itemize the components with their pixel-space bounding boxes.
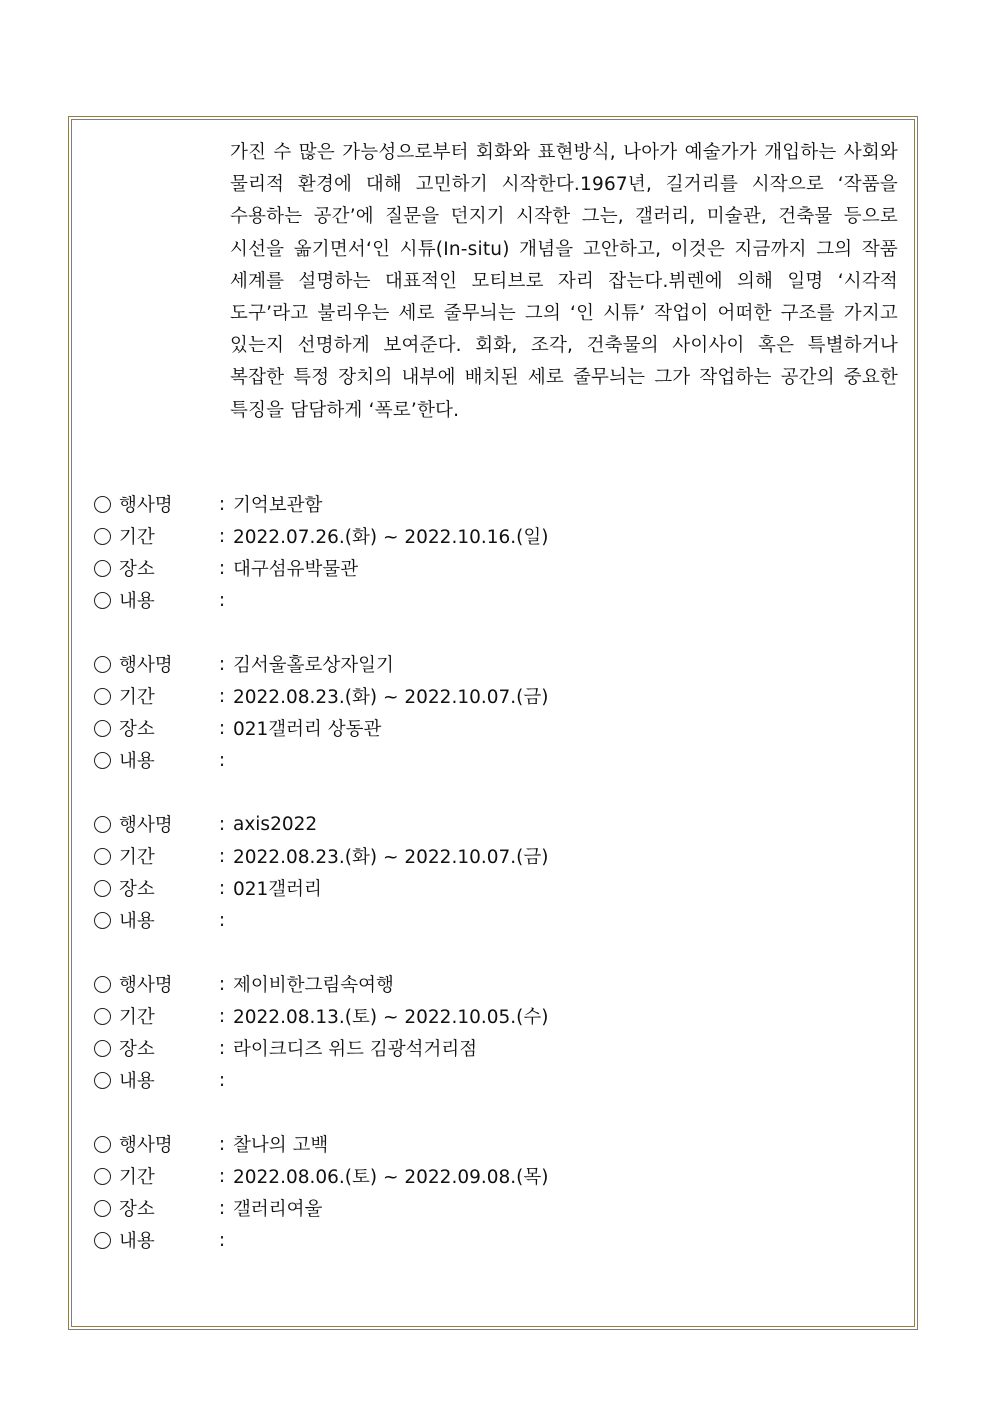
circle-bullet-icon [94, 1008, 111, 1025]
colon: : [218, 845, 226, 867]
event-content-row [94, 1224, 894, 1256]
colon: : [218, 717, 226, 739]
event-content-label: 내용 [119, 1231, 155, 1252]
circle-bullet-icon [94, 1200, 111, 1217]
circle-bullet-icon [94, 912, 111, 929]
event-name-label: 행사명 [119, 815, 173, 836]
event-name-value: axis2022 [233, 813, 318, 835]
event-content-row [94, 744, 894, 776]
colon: : [218, 973, 226, 995]
event-name-row [94, 968, 894, 1000]
colon: : [218, 685, 226, 707]
event-period-row [94, 840, 894, 872]
event-period-label: 기간 [119, 847, 155, 868]
circle-bullet-icon [94, 560, 111, 577]
event-period-label: 기간 [119, 527, 155, 548]
event-block [94, 488, 894, 616]
circle-bullet-icon [94, 848, 111, 865]
event-place-row [94, 1192, 894, 1224]
colon: : [218, 493, 226, 515]
event-place-value: 021갤러리 상동관 [233, 719, 382, 740]
event-content-label: 내용 [119, 1071, 155, 1092]
circle-bullet-icon [94, 976, 111, 993]
colon: : [218, 1037, 226, 1059]
event-place-value: 갤러리여울 [233, 1199, 323, 1220]
circle-bullet-icon [94, 656, 111, 673]
event-place-row [94, 872, 894, 904]
event-name-label: 행사명 [119, 975, 173, 996]
circle-bullet-icon [94, 592, 111, 609]
event-period-row [94, 1000, 894, 1032]
event-name-row [94, 488, 894, 520]
colon: : [218, 653, 226, 675]
event-place-row [94, 712, 894, 744]
event-period-value: 2022.08.23.(화) ~ 2022.10.07.(금) [233, 687, 549, 708]
circle-bullet-icon [94, 496, 111, 513]
circle-bullet-icon [94, 816, 111, 833]
colon: : [218, 749, 226, 771]
event-block [94, 648, 894, 776]
circle-bullet-icon [94, 1168, 111, 1185]
event-content-row [94, 584, 894, 616]
event-name-value: 제이비한그림속여행 [233, 975, 394, 996]
colon: : [218, 877, 226, 899]
colon: : [218, 525, 226, 547]
event-name-row [94, 808, 894, 840]
event-name-label: 행사명 [119, 655, 173, 676]
event-place-value: 대구섬유박물관 [233, 559, 359, 580]
colon: : [218, 1229, 226, 1251]
event-period-value: 2022.08.06.(토) ~ 2022.09.08.(목) [233, 1167, 549, 1188]
event-place-row [94, 552, 894, 584]
colon: : [218, 1165, 226, 1187]
event-name-label: 행사명 [119, 1135, 173, 1156]
event-name-label: 행사명 [119, 495, 173, 516]
event-period-value: 2022.08.13.(토) ~ 2022.10.05.(수) [233, 1007, 549, 1028]
circle-bullet-icon [94, 1040, 111, 1057]
event-place-label: 장소 [119, 1199, 155, 1220]
event-place-value: 021갤러리 [233, 879, 322, 900]
event-place-row [94, 1032, 894, 1064]
event-name-row [94, 648, 894, 680]
event-name-value: 기억보관함 [233, 495, 323, 516]
circle-bullet-icon [94, 1072, 111, 1089]
event-content-label: 내용 [119, 751, 155, 772]
event-place-label: 장소 [119, 719, 155, 740]
event-period-row [94, 680, 894, 712]
event-place-label: 장소 [119, 1039, 155, 1060]
circle-bullet-icon [94, 1232, 111, 1249]
circle-bullet-icon [94, 720, 111, 737]
event-period-row [94, 1160, 894, 1192]
colon: : [218, 813, 226, 835]
event-content-row [94, 904, 894, 936]
colon: : [218, 1005, 226, 1027]
event-period-value: 2022.08.23.(화) ~ 2022.10.07.(금) [233, 847, 549, 868]
circle-bullet-icon [94, 688, 111, 705]
intro-paragraph: 가진 수 많은 가능성으로부터 회화와 표현방식, 나아가 예술가가 개입하는 사회와 물리적 환경에 대해 고민하기 시작한다.1967년, 길거리를 시작으로 ‘작품을 수용하는 공간’에 질문을 던지기 시작한 그는, 갤러리, 미술관, 건축물 등으로 시선을 옮기면서‘인 시튜(In-situ) 개념을 고안하고, 이것은 지금까지 그의 작품 세계를 설명하는 대표적인 모티브로 자리 잡는다.뷔렌에 의해 일명 ‘시각적 도구’라고 불리우는 세로 줄무늬는 그의 ‘인 시튜’ 작업이 어떠한 구조를 가지고 있는지 선명하게 보여준다. 회화, 조각, 건축물의 사이사이 혹은 특별하거나 복잡한 특정 장치의 내부에 배치된 세로 줄무늬는 그가 작업하는 공간의 중요한 특징을 담담하게 ‘폭로’한다. [230, 142, 898, 421]
event-place-label: 장소 [119, 559, 155, 580]
colon: : [218, 1069, 226, 1091]
circle-bullet-icon [94, 1136, 111, 1153]
circle-bullet-icon [94, 528, 111, 545]
event-place-value: 라이크디즈 위드 김광석거리점 [233, 1039, 478, 1060]
colon: : [218, 1133, 226, 1155]
colon: : [218, 557, 226, 579]
event-block [94, 968, 894, 1096]
colon: : [218, 589, 226, 611]
circle-bullet-icon [94, 752, 111, 769]
event-name-value: 김서울홀로상자일기 [233, 655, 394, 676]
event-period-row [94, 520, 894, 552]
event-content-row [94, 1064, 894, 1096]
event-name-value: 찰나의 고백 [233, 1135, 329, 1156]
event-content-label: 내용 [119, 911, 155, 932]
event-period-label: 기간 [119, 687, 155, 708]
colon: : [218, 909, 226, 931]
event-place-label: 장소 [119, 879, 155, 900]
event-period-value: 2022.07.26.(화) ~ 2022.10.16.(일) [233, 527, 549, 548]
event-period-label: 기간 [119, 1167, 155, 1188]
event-content-label: 내용 [119, 591, 155, 612]
event-block [94, 808, 894, 936]
colon: : [218, 1197, 226, 1219]
circle-bullet-icon [94, 880, 111, 897]
event-name-row [94, 1128, 894, 1160]
event-block [94, 1128, 894, 1256]
event-period-label: 기간 [119, 1007, 155, 1028]
